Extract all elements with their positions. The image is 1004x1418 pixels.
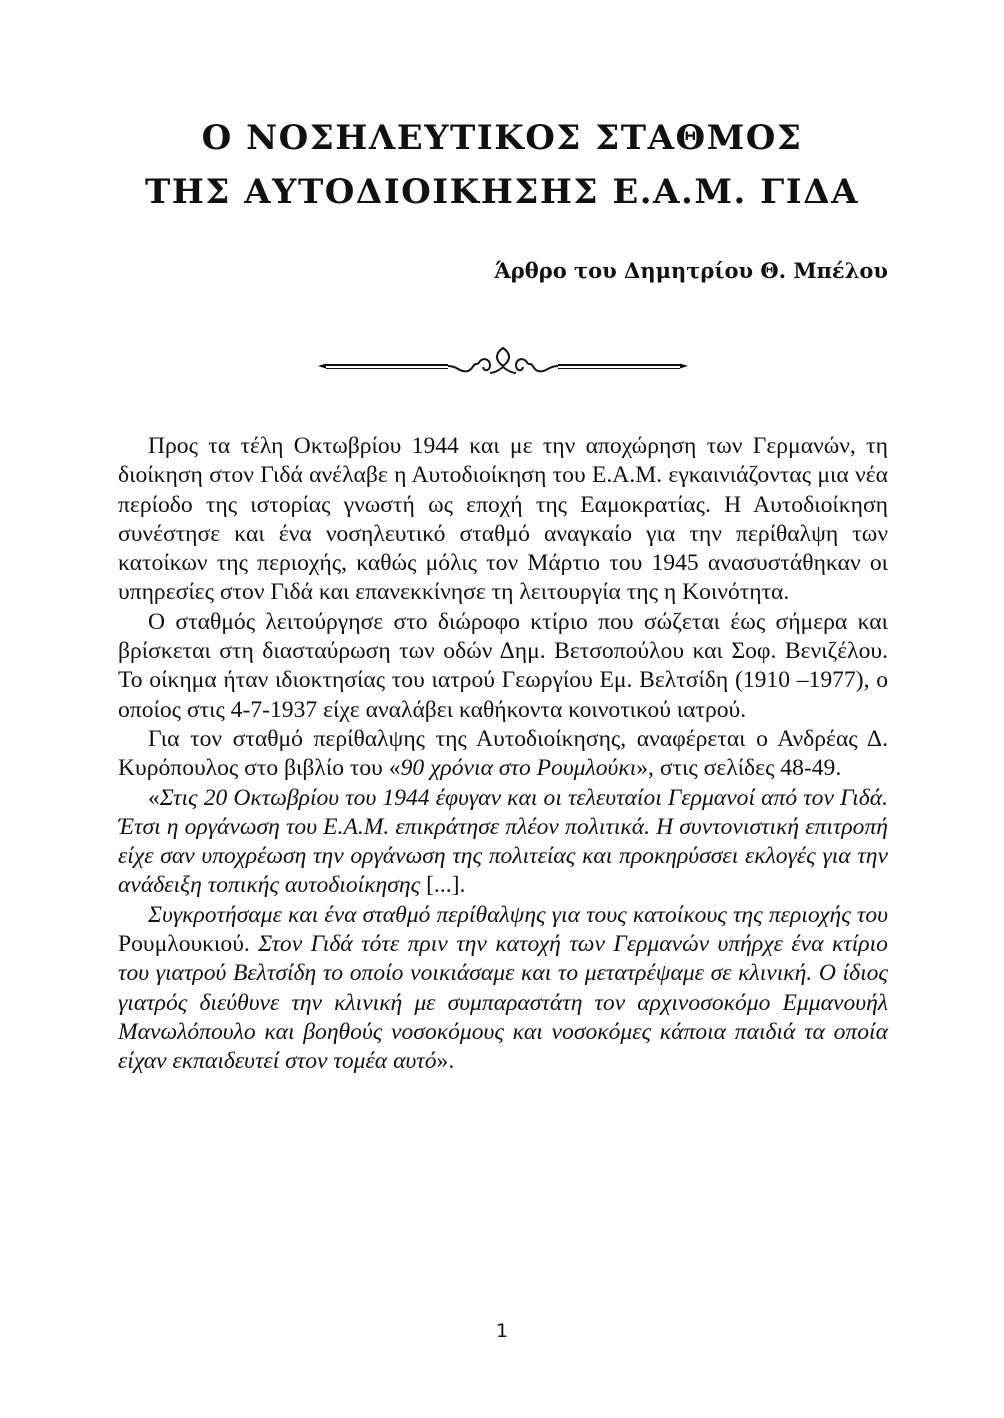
- ornament-divider-icon: [318, 346, 688, 386]
- quote-open-mark: «: [148, 784, 160, 811]
- quote-paragraph-1: [118, 784, 888, 901]
- paragraph-3-text-c: », στις σελίδες 48-49.: [636, 755, 842, 782]
- quote-text-2c: Στον Γιδά τότε πριν την κατοχή των Γερμανών υπήρχε ένα κτίριο του γιατρού Βελτσίδη το οποίο νοικιάσαμε και το μετατρέψαμε σε κλινική. Ο ίδιος γιατρός διεύθυνε την κλινική με συμπαραστάτη τον αρχινοσοκόμο Εμμανουήλ Μανωλόπουλο και βοηθούς νοσοκόμους και νοσοκόμες κάποια παιδιά τα οποία είχαν εκπαιδευτεί στον τομέα αυτό: [118, 931, 888, 1075]
- title-line-1: Ο ΝΟΣΗΛΕΥΤΙΚΟΣ ΣΤΑΘΜΟΣ: [201, 118, 803, 158]
- byline: Άρθρο του Δημητρίου Θ. Μπέλου: [494, 258, 888, 283]
- quote-text-2b: Ρουμλουκιού.: [118, 931, 259, 958]
- title-line-2: ΤΗΣ ΑΥΤΟΔΙΟΙΚΗΣΗΣ Ε.Α.Μ. ΓΙΔΑ: [145, 172, 859, 212]
- quote-close-mark: ».: [436, 1048, 455, 1075]
- book-title: 90 χρόνια στο Ρουμλούκι: [400, 755, 637, 782]
- quote-paragraph-2: [118, 901, 888, 1077]
- article-body: [118, 432, 888, 1077]
- quote-text-2a: Συγκροτήσαμε και ένα σταθμό περίθαλψης για τους κατοίκους της περιοχής του: [148, 901, 888, 928]
- paragraph-2: Ο σταθμός λειτούργησε στο διώροφο κτίριο που σώζεται έως σήμερα και βρίσκεται στη διασταύρωση των οδών Δημ. Βετσοπούλου και Σοφ. Βενιζέλου. Το οίκημα ήταν ιδιοκτησίας του ιατρού Γεωργίου Εμ. Βελτσίδη (1910 –1977), ο οποίος στις 4-7-1937 είχε αναλάβει καθήκοντα κοινοτικού ιατρού.: [118, 608, 888, 723]
- paragraph-3-text-a: Για τον σταθμό περίθαλψης της Αυτοδιοίκησης, αναφέρεται ο Ανδρέας Δ. Κυρόπουλος στο βιβλίο του «: [118, 725, 888, 782]
- quote-ellipsis: [...].: [420, 872, 466, 899]
- quote-text-1: Στις 20 Οκτωβρίου του 1944 έφυγαν και οι τελευταίοι Γερμανοί από τον Γιδά. Έτσι η οργάνωση του Ε.Α.Μ. επικράτησε πλέον πολιτικά. Η συντονιστική επιτροπή είχε σαν υποχρέωση την οργάνωση της πολιτείας και προκηρύσσει εκλογές για την ανάδειξη τοπικής αυτοδιοίκησης: [118, 784, 888, 899]
- page-number: 1: [495, 1320, 509, 1342]
- paragraph-1: Προς τα τέλη Οκτωβρίου 1944 και με την αποχώρηση των Γερμανών, τη διοίκηση στον Γιδά ανέλαβε η Αυτοδιοίκηση του Ε.Α.Μ. εγκαινιάζοντας μια νέα περίοδο της ιστορίας γνωστή ως εποχή της Εαμοκρατίας. Η Αυτοδιοίκηση συνέστησε και ένα νοσηλευτικό σταθμό αναγκαίο για την περίθαλψη των κατοίκων της περιοχής, καθώς μόλις τον Μάρτιο του 1945 ανασυστάθηκαν οι υπηρεσίες στον Γιδά και επανεκκίνησε τη λειτουργία της η Κοινότητα.: [118, 433, 888, 606]
- paragraph-3: [118, 725, 888, 784]
